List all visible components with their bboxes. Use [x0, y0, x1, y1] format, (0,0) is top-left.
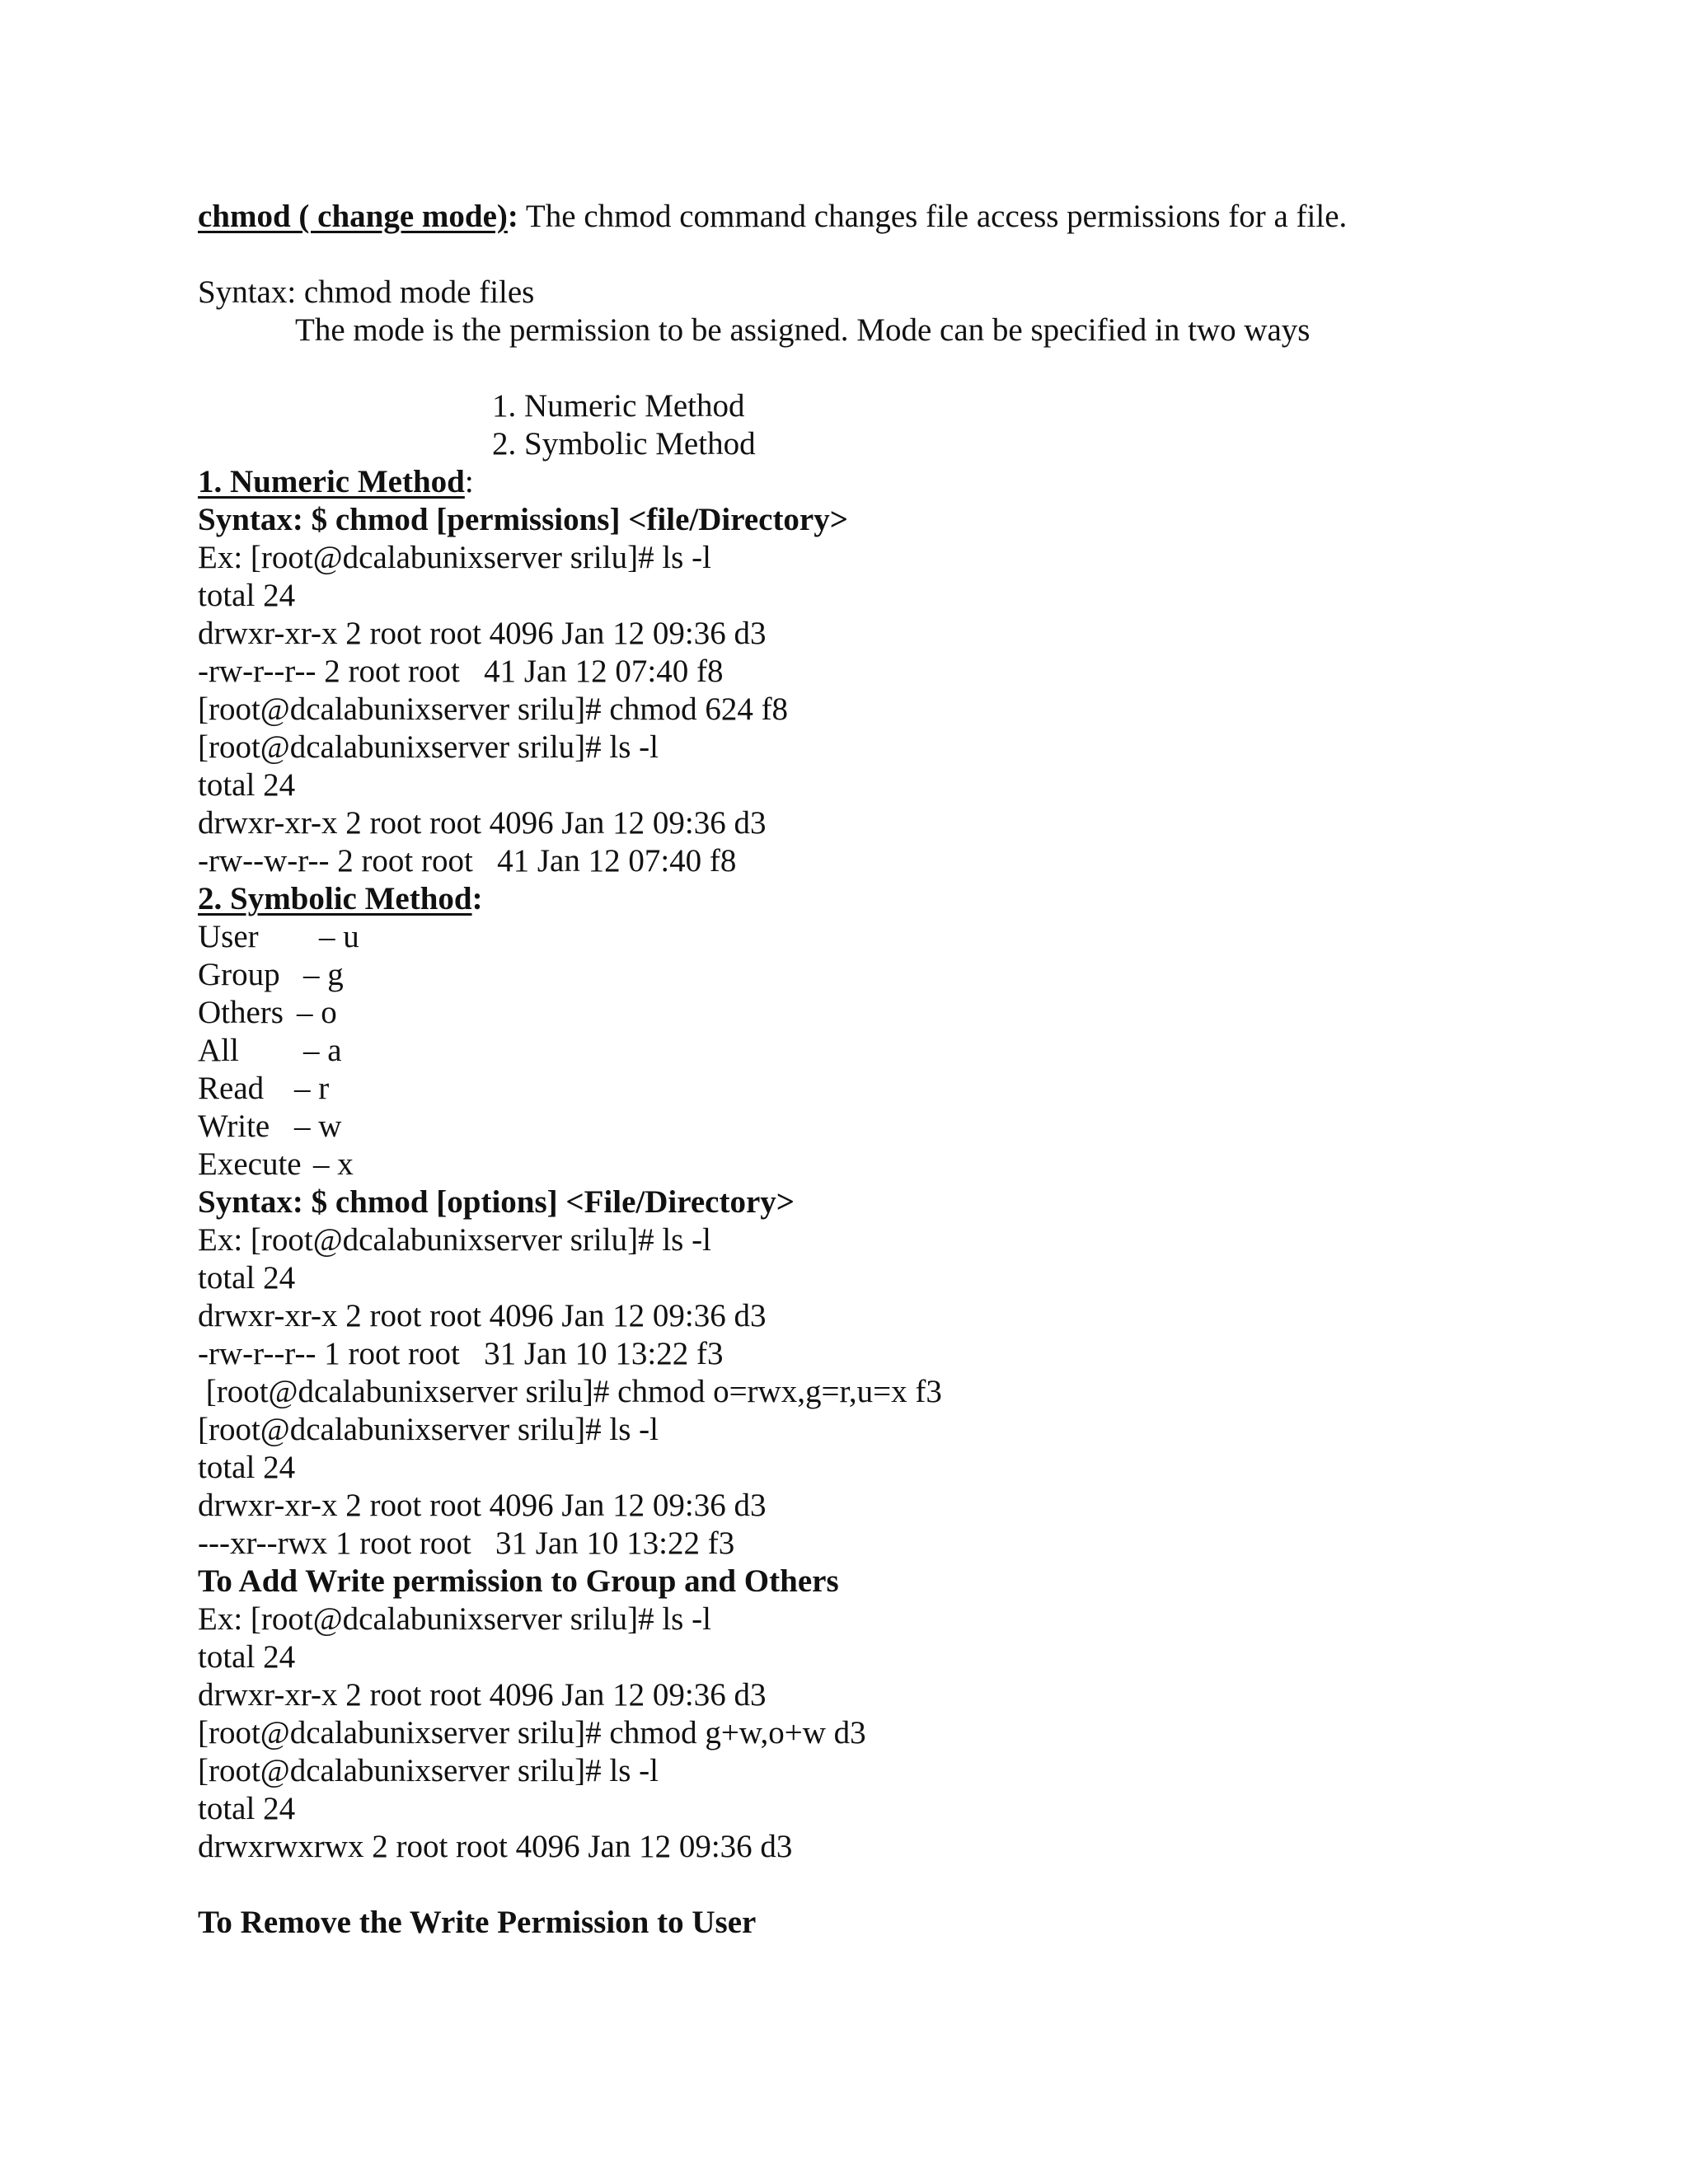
- terminal-line: total 24: [198, 578, 296, 613]
- legend-code: – g: [303, 957, 344, 992]
- method-list-item: 2. Symbolic Method: [492, 426, 756, 462]
- numeric-method-heading: 1. Numeric Method: [198, 464, 465, 499]
- terminal-line: drwxr-xr-x 2 root root 4096 Jan 12 09:36 d3: [198, 805, 767, 841]
- symbolic-syntax: Syntax: $ chmod [options] <File/Directory>: [198, 1184, 795, 1220]
- legend-name: Others: [198, 995, 284, 1030]
- terminal-line: ---xr--rwx 1 root root 31 Jan 10 13:22 f3: [198, 1526, 735, 1561]
- legend-name: Write: [198, 1108, 270, 1144]
- terminal-line: -rw-r--r-- 1 root root 31 Jan 10 13:22 f3: [198, 1336, 724, 1371]
- terminal-line: drwxrwxrwx 2 root root 4096 Jan 12 09:36 d3: [198, 1829, 793, 1864]
- intro-paragraph: [198, 198, 1347, 236]
- legend-name: All: [198, 1033, 239, 1068]
- heading-colon: :: [471, 881, 483, 916]
- legend-name: User: [198, 919, 259, 954]
- terminal-line: [root@dcalabunixserver srilu]# chmod 624 f8: [198, 691, 789, 727]
- legend-row: [198, 994, 337, 1032]
- add-write-heading: To Add Write permission to Group and Others: [198, 1563, 839, 1599]
- legend-code: – o: [297, 995, 337, 1030]
- legend-row: [198, 1032, 342, 1070]
- chmod-description: The chmod command changes file access permissions for a file.: [518, 199, 1348, 234]
- terminal-line: total 24: [198, 767, 296, 803]
- terminal-line: total 24: [198, 1450, 296, 1485]
- terminal-line: Ex: [root@dcalabunixserver srilu]# ls -l: [198, 1222, 711, 1258]
- legend-code: – x: [313, 1146, 354, 1182]
- legend-row: [198, 1070, 330, 1108]
- remove-write-heading: To Remove the Write Permission to User: [198, 1905, 757, 1940]
- legend-code: – w: [294, 1108, 342, 1144]
- symbolic-method-heading: 2. Symbolic Method: [198, 881, 472, 916]
- terminal-line: [root@dcalabunixserver srilu]# ls -l: [198, 1412, 659, 1447]
- terminal-line: [root@dcalabunixserver srilu]# chmod g+w,o+w d3: [198, 1715, 866, 1750]
- terminal-line: -rw--w-r-- 2 root root 41 Jan 12 07:40 f8: [198, 843, 737, 879]
- terminal-line: [root@dcalabunixserver srilu]# ls -l: [198, 729, 659, 765]
- legend-code: – u: [319, 919, 359, 954]
- terminal-line: drwxr-xr-x 2 root root 4096 Jan 12 09:36 d3: [198, 1298, 767, 1333]
- legend-row: [198, 1146, 354, 1183]
- legend-name: Read: [198, 1071, 265, 1106]
- syntax-line: Syntax: chmod mode files: [198, 274, 535, 310]
- terminal-line: drwxr-xr-x 2 root root 4096 Jan 12 09:36 d3: [198, 1677, 767, 1713]
- legend-code: – r: [294, 1071, 330, 1106]
- heading-colon: :: [464, 464, 474, 499]
- terminal-line: drwxr-xr-x 2 root root 4096 Jan 12 09:36 d3: [198, 1488, 767, 1523]
- mode-description: The mode is the permission to be assigned. Mode can be specified in two ways: [295, 312, 1311, 348]
- legend-row: [198, 1108, 342, 1146]
- legend-code: – a: [303, 1033, 342, 1068]
- terminal-line: total 24: [198, 1260, 296, 1296]
- terminal-line: total 24: [198, 1791, 296, 1826]
- terminal-line: Ex: [root@dcalabunixserver srilu]# ls -l: [198, 540, 711, 575]
- terminal-line: Ex: [root@dcalabunixserver srilu]# ls -l: [198, 1601, 711, 1637]
- numeric-syntax: Syntax: $ chmod [permissions] <file/Directory>: [198, 502, 848, 537]
- terminal-line: drwxr-xr-x 2 root root 4096 Jan 12 09:36 d3: [198, 616, 767, 651]
- legend-row: [198, 956, 344, 994]
- numeric-method-heading-line: [198, 463, 474, 501]
- terminal-line: total 24: [198, 1639, 296, 1675]
- title-colon: :: [507, 199, 518, 234]
- legend-name: Execute: [198, 1146, 302, 1182]
- legend-name: Group: [198, 957, 280, 992]
- symbolic-method-heading-line: [198, 880, 483, 918]
- terminal-line: -rw-r--r-- 2 root root 41 Jan 12 07:40 f8: [198, 654, 724, 689]
- method-list-item: 1. Numeric Method: [492, 388, 745, 424]
- terminal-line: [root@dcalabunixserver srilu]# ls -l: [198, 1753, 659, 1788]
- legend-row: [198, 918, 359, 956]
- terminal-line: [root@dcalabunixserver srilu]# chmod o=rwx,g=r,u=x f3: [198, 1374, 942, 1409]
- chmod-term: chmod ( change mode): [198, 199, 508, 234]
